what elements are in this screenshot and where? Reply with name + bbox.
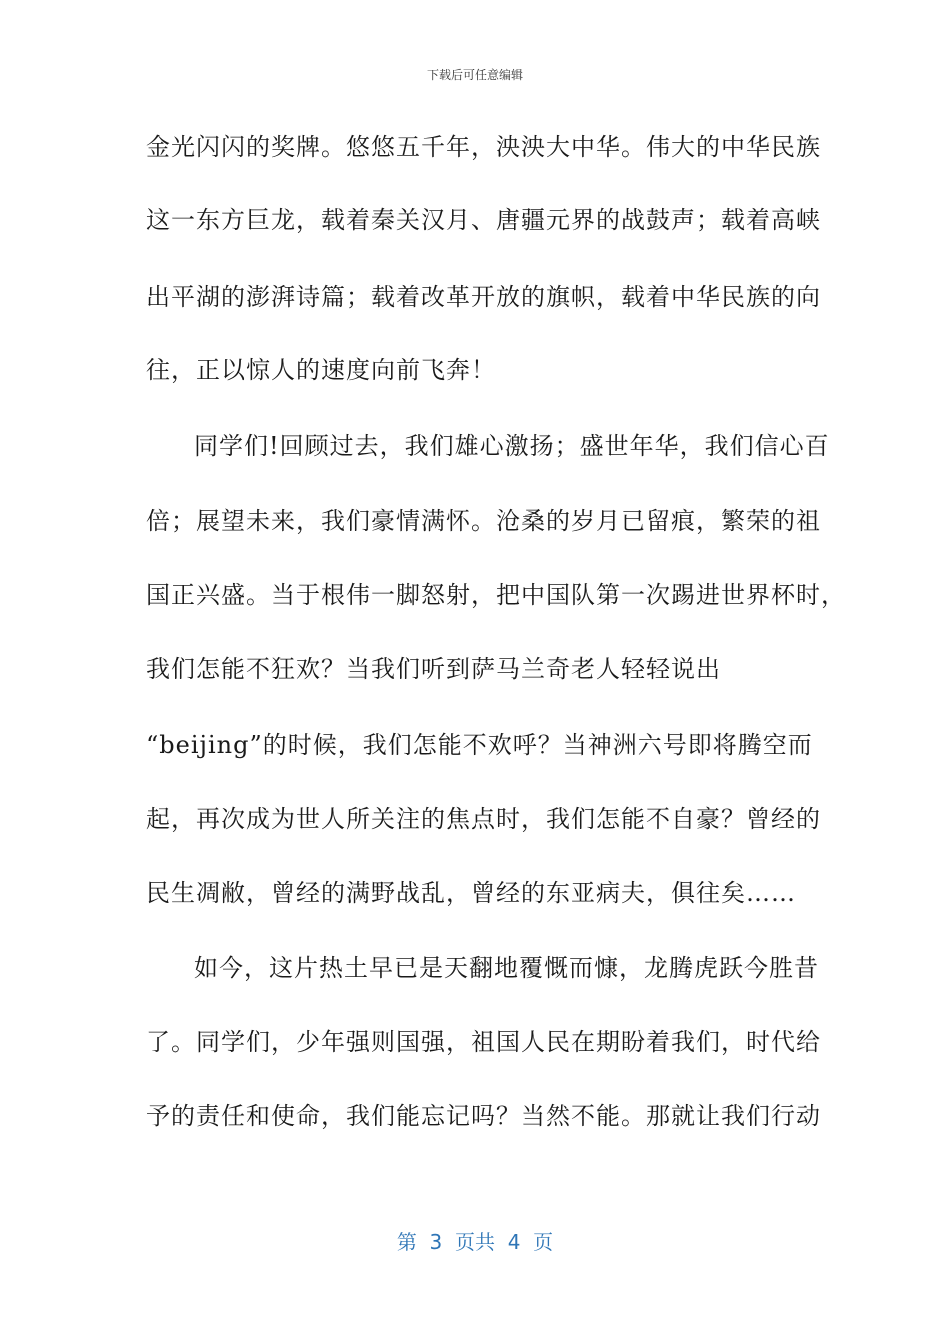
body-line: 起，再次成为世人所关注的焦点时，我们怎能不自豪？曾经的 (146, 805, 821, 833)
page-number-footer: 第 3 页共 4 页 (396, 1230, 554, 1254)
body-line: 予的责任和使命，我们能忘记吗？当然不能。那就让我们行动 (146, 1102, 821, 1130)
page-header: 下载后可任意编辑 (426, 68, 523, 82)
body-line: 这一东方巨龙，载着秦关汉月、唐疆元界的战鼓声；载着高峡 (146, 206, 821, 234)
body-line: 往，正以惊人的速度向前飞奔！ (146, 356, 496, 384)
body-line: 如今，这片热土早已是天翻地覆慨而慷，龙腾虎跃今胜昔 (194, 954, 819, 982)
body-line: 金光闪闪的奖牌。悠悠五千年，泱泱大中华。伟大的中华民族 (146, 133, 821, 161)
body-line: 了。同学们，少年强则国强，祖国人民在期盼着我们，时代给 (146, 1028, 821, 1056)
body-line: 我们怎能不狂欢？当我们听到萨马兰奇老人轻轻说出 (146, 655, 721, 683)
body-line: “beijing”的时候，我们怎能不欢呼？当神洲六号即将腾空而 (146, 731, 813, 759)
body-line: 民生凋敝，曾经的满野战乱，曾经的东亚病夫，俱往矣…… (146, 879, 796, 907)
body-line: 同学们!回顾过去，我们雄心激扬；盛世年华，我们信心百 (194, 432, 830, 460)
body-line: 出平湖的澎湃诗篇；载着改革开放的旗帜，载着中华民族的向 (146, 283, 821, 311)
body-line: 倍；展望未来，我们豪情满怀。沧桑的岁月已留痕，繁荣的祖 (146, 507, 821, 535)
body-line: 国正兴盛。当于根伟一脚怒射，把中国队第一次踢进世界杯时， (146, 581, 846, 609)
